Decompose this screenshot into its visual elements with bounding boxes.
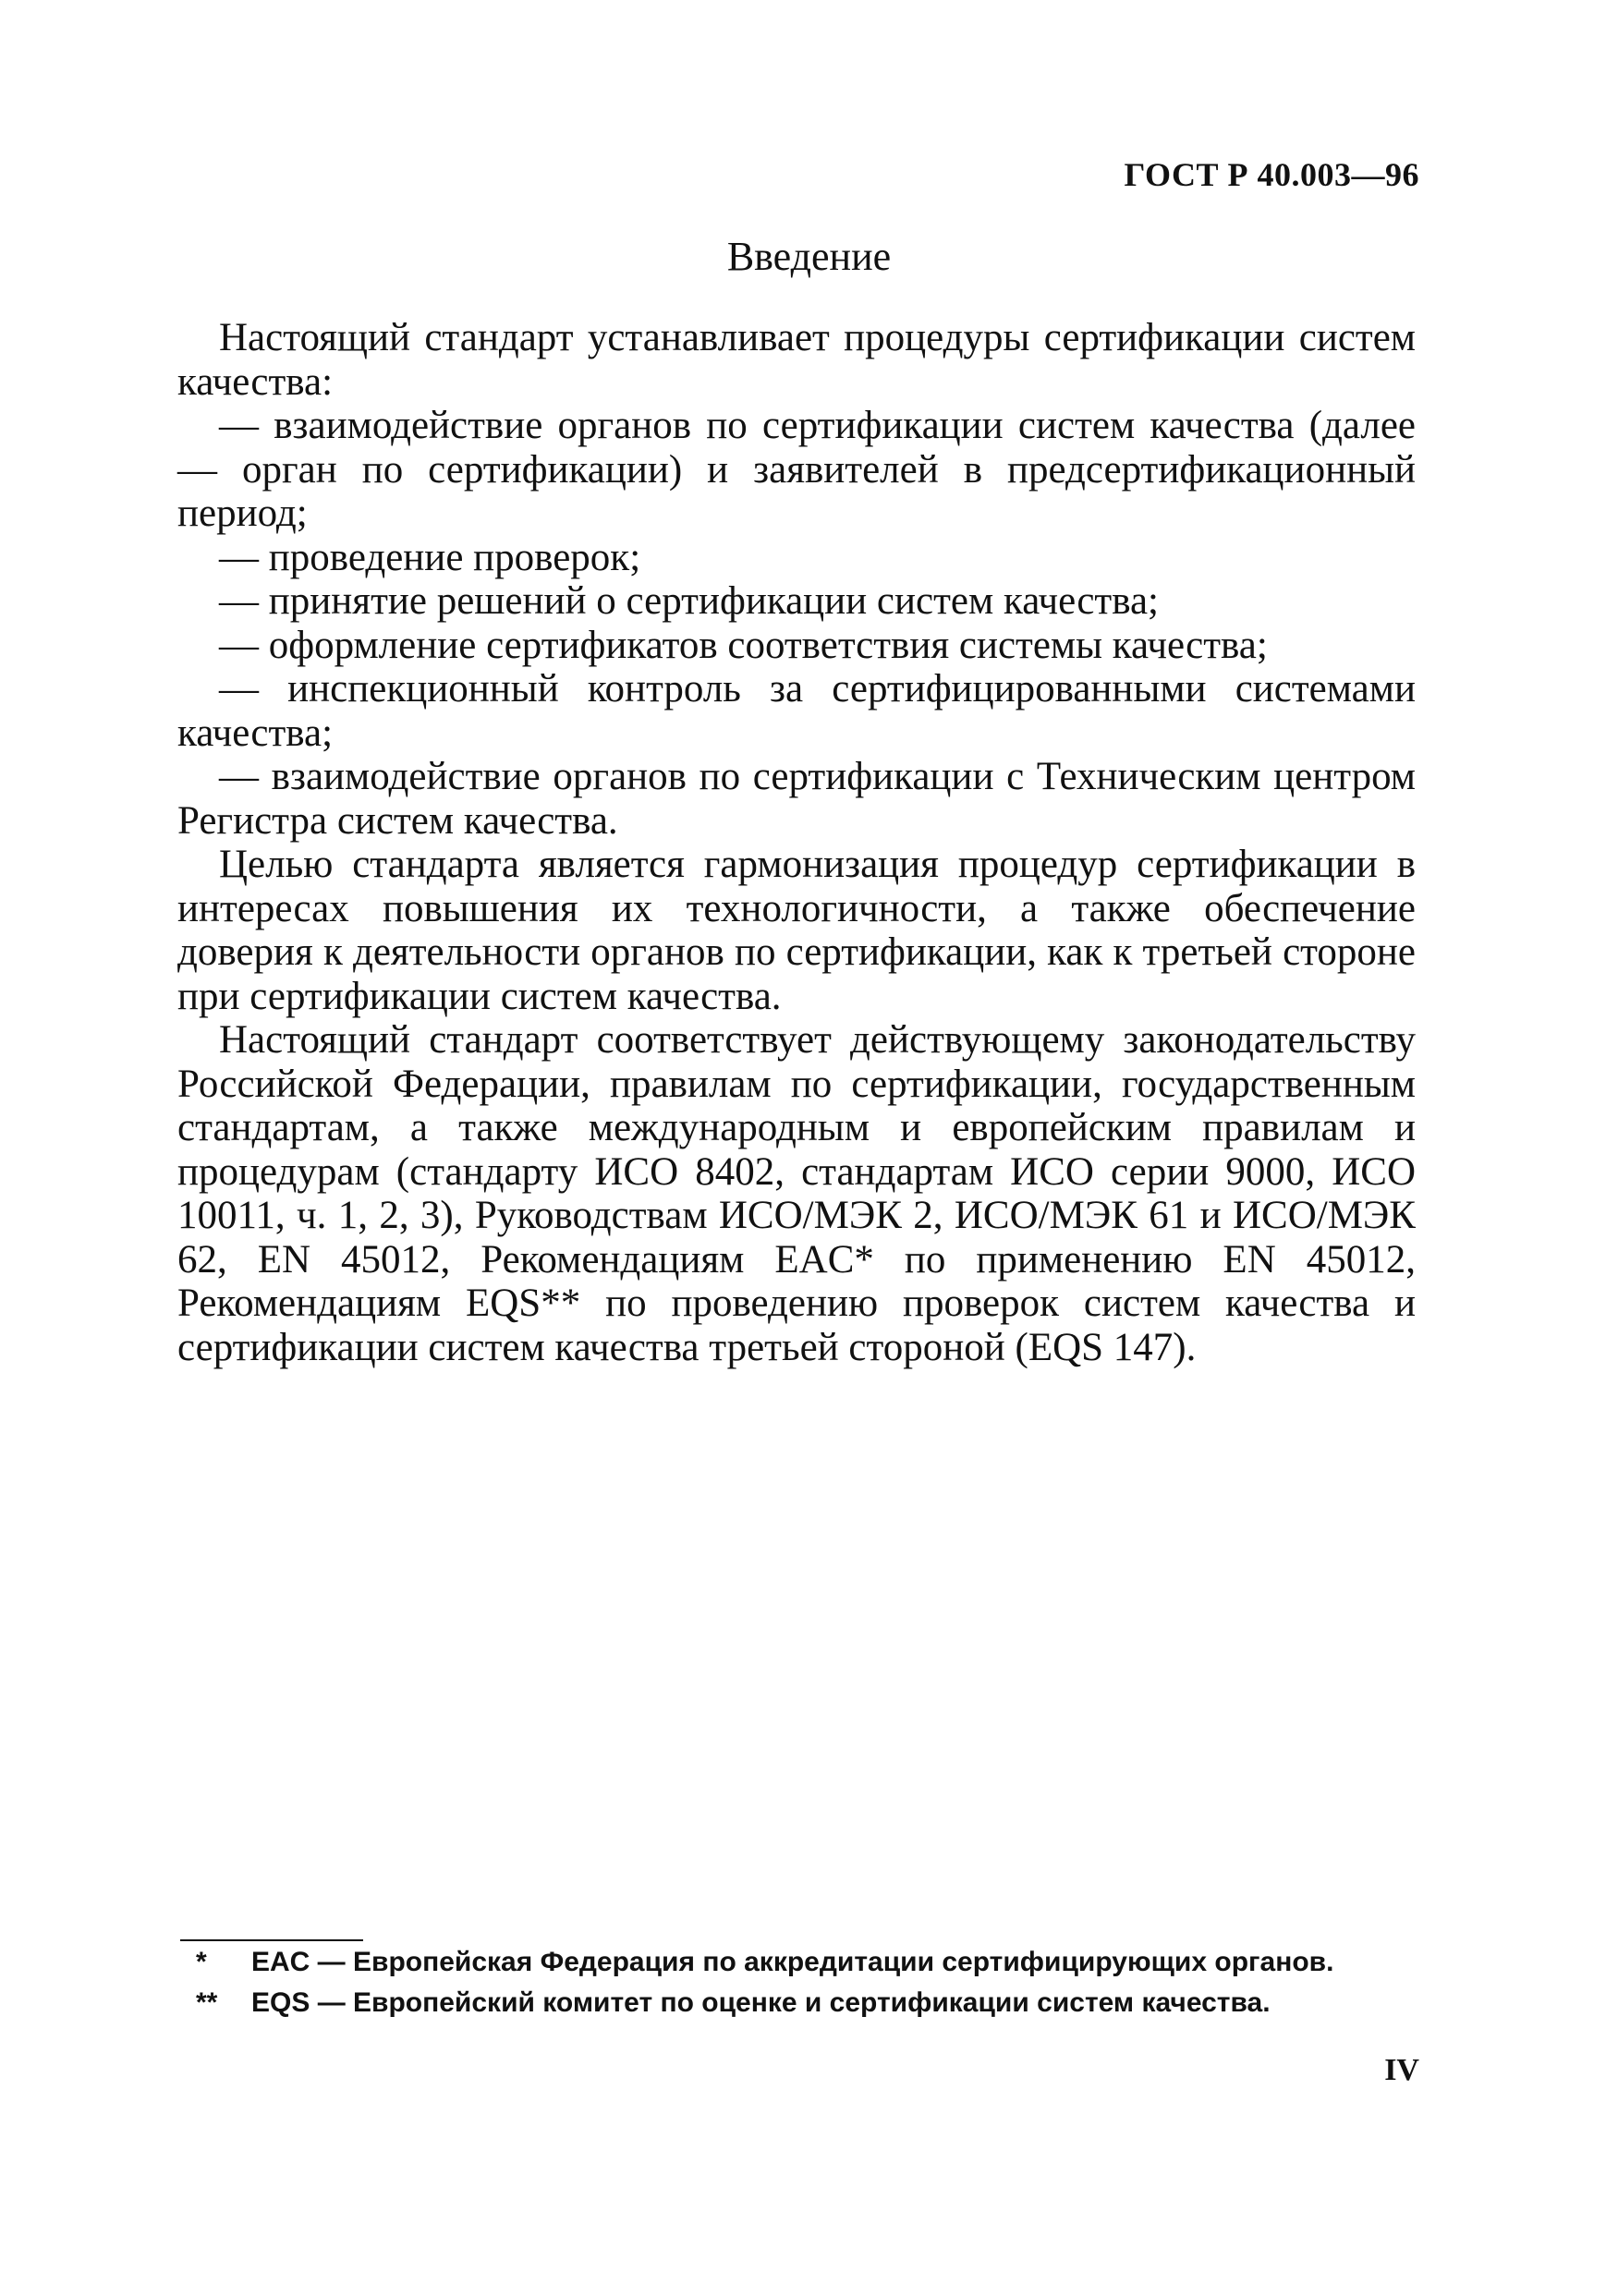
footnote-text: EQS — Европейский комитет по оценке и сертификации систем качества. <box>251 1987 1271 2018</box>
page-number: IV <box>1384 2053 1419 2087</box>
document-code: ГОСТ Р 40.003—96 <box>1124 156 1419 193</box>
footnote-mark: * <box>196 1947 207 1977</box>
body-text <box>177 316 1416 1369</box>
footnote <box>196 1983 1453 2023</box>
footnotes <box>196 1942 1453 2023</box>
list-item: — оформление сертификатов соответствия системы качества; <box>219 623 1268 667</box>
list-item: — взаимодействие органов по сертификации систем качества (далее — орган по сертификации) и заявителей в предсертификационный период; <box>177 404 1416 535</box>
section-title: Введение <box>726 234 892 279</box>
list-item: — проведение проверок; <box>219 535 641 579</box>
list-item: — инспекционный контроль за сертифицированными системами качества; <box>177 667 1416 755</box>
paragraph: Настоящий стандарт соответствует действующему законодательству Российской Федерации, правилам по сертификации, государственным стандартам, а также международным и европейским правилам и процедурам (стандарту ИСО 8402, стандартам ИСО серии 9000, ИСО 10011, ч. 1, 2, 3), Руководствам ИСО/МЭК 2, ИСО/МЭК 61 и ИСО/МЭК 62, EN 45012, Рекомендациям EAC* по применению EN 45012, Рекомендациям EQS** по проведению проверок систем качества и сертификации систем качества третьей стороной (EQS 147). <box>177 1018 1416 1369</box>
list-item: — принятие решений о сертификации систем качества; <box>219 579 1159 623</box>
footnote-mark: ** <box>196 1987 218 2018</box>
paragraph: Настоящий стандарт устанавливает процедуры сертификации систем качества: <box>177 316 1416 404</box>
footnote <box>196 1942 1453 1983</box>
footnote-divider <box>180 1939 363 1941</box>
footnote-text: EAC — Европейская Федерация по аккредитации сертифицирующих органов. <box>251 1947 1334 1977</box>
paragraph: Целью стандарта является гармонизация процедур сертификации в интересах повышения их технологичности, а также обеспечение доверия к деятельности органов по сертификации, как к третьей стороне при сертификации систем качества. <box>177 843 1416 1018</box>
list-item: — взаимодействие органов по сертификации с Техническим центром Регистра систем качества. <box>177 755 1416 843</box>
